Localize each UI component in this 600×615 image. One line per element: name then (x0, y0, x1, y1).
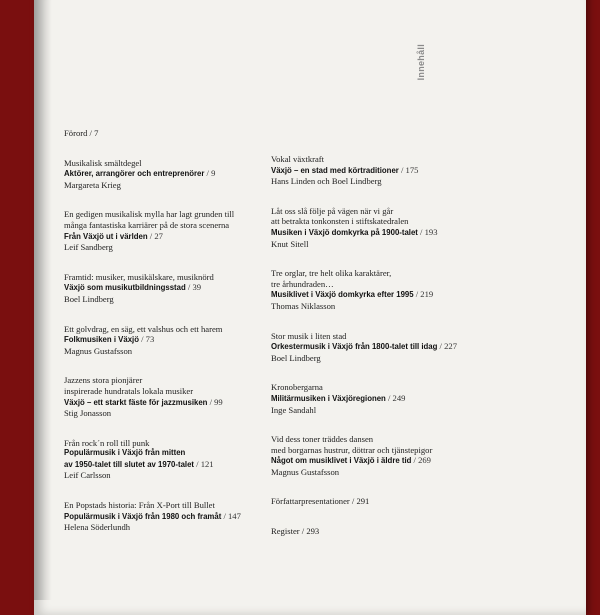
toc-entry-author: Magnus Gustafsson (271, 466, 340, 477)
toc-chapter-title-text: Orkestermusik i Växjö från 1800-talet till idag (271, 342, 438, 352)
toc-title-text: Register (271, 526, 300, 537)
toc-entry-heading-line: Kronobergarna (271, 382, 323, 393)
toc-chapter-title-text: Populärmusik i Växjö från 1980 och framåt (64, 511, 222, 521)
toc-entry-author: Leif Sandberg (64, 242, 113, 253)
toc-entry-title: Register / 293 (271, 526, 320, 537)
toc-entry-heading-line: Tre orglar, tre helt olika karaktärer, (271, 268, 392, 279)
toc-chapter-title-text: av 1950-talet till slutet av 1970-talet (64, 459, 195, 469)
toc-right-column (271, 154, 501, 556)
toc-entry-heading-line: Vid dess toner träddes dansen (271, 434, 374, 445)
toc-entry (271, 496, 501, 507)
toc-entry-heading-line: En Popstads historia: Från X-Port till Bullet (64, 500, 215, 511)
toc-entry-chapter-title: Från Växjö ut i världen / 27 (64, 230, 163, 241)
toc-entry-author: Knut Sitell (271, 238, 309, 249)
toc-entry-author: Thomas Niklasson (271, 300, 336, 311)
toc-entry-chapter-title: Aktörer, arrangörer och entreprenörer / 9 (64, 168, 216, 179)
toc-entry-author: Stig Jonasson (64, 408, 112, 419)
toc-page-number: 175 (405, 164, 419, 175)
toc-entry-author: Margareta Krieg (64, 179, 121, 190)
toc-page-number: 27 (154, 230, 163, 241)
toc-page-number: 73 (145, 334, 155, 345)
toc-entry (64, 500, 294, 533)
toc-chapter-title-text: Från Växjö ut i världen (64, 231, 148, 241)
toc-entry-chapter-title: av 1950-talet till slutet av 1970-talet / 121 (64, 458, 214, 469)
toc-page-number: 219 (420, 289, 434, 300)
toc-chapter-title-text: Populärmusik i Växjö från mitten (64, 448, 186, 458)
toc-entry-heading-line: inspirerade hundratals lokala musiker (64, 385, 194, 396)
toc-entry-chapter-title (64, 448, 294, 459)
toc-entry-author: Boel Lindberg (271, 352, 321, 363)
toc-chapter-title-text: Militärmusiken i Växjöregionen (271, 393, 386, 403)
toc-page-number: 147 (227, 510, 241, 521)
toc-entry-heading-line: Musikalisk smältdegel (64, 157, 142, 168)
toc-entry-heading-line: Låt oss slå följe på vägen när vi går (271, 205, 394, 216)
toc-entry-author: Inge Sandahl (271, 404, 317, 415)
toc-entry-chapter-title: Växjö – ett starkt fäste för jazzmusiken / 99 (64, 396, 223, 407)
toc-page-number: 269 (418, 455, 431, 466)
toc-entry (271, 526, 501, 537)
toc-chapter-title-text: Folkmusiken i Växjö (64, 335, 139, 345)
toc-entry-author: Helena Söderlundh (64, 522, 131, 533)
section-title-vertical: Innehåll (416, 44, 426, 81)
toc-entry-heading-line: Ett golvdrag, en säg, ett valshus och ett harem (64, 323, 223, 334)
toc-entry-chapter-title: Militärmusiken i Växjöregionen / 249 (271, 392, 406, 403)
toc-chapter-title-text: Växjö som musikutbildningsstad (64, 283, 186, 293)
toc-chapter-title-text: Växjö – ett starkt fäste för jazzmusiken (64, 397, 208, 407)
toc-entry (271, 206, 501, 249)
toc-entry-heading-line: Stor musik i liten stad (271, 330, 347, 341)
toc-entry-chapter-title: Populärmusik i Växjö från 1980 och framåt / 147 (64, 510, 241, 521)
toc-page-number: 9 (211, 168, 216, 179)
toc-entry-chapter-title: Musiken i Växjö domkyrka på 1900-talet / 193 (271, 226, 438, 237)
toc-entry-chapter-title: Folkmusiken i Växjö / 73 (64, 334, 155, 345)
toc-entry-author: Magnus Gustafsson (64, 345, 133, 356)
toc-entry-chapter-title: Musiklivet i Växjö domkyrka efter 1995 / 219 (271, 289, 434, 300)
toc-entry-heading-line: tre århundraden… (271, 278, 334, 289)
toc-entry-heading-line: att betrakta tonkonsten i stiftskatedralen (271, 216, 409, 227)
toc-page-number: 121 (200, 458, 214, 469)
toc-page-number: 39 (192, 282, 202, 293)
toc-entry-chapter-title: Växjö som musikutbildningsstad / 39 (64, 282, 202, 293)
toc-entry-heading-line: med borgarnas hustrur, döttrar och tjänstepigor (271, 444, 433, 455)
toc-title-text: Författarpresentationer (271, 496, 350, 507)
toc-entry (64, 209, 294, 252)
toc-entry-chapter-title: Något om musiklivet i Växjö i äldre tid / 269 (271, 455, 431, 466)
toc-page-number: 7 (94, 128, 99, 138)
toc-entry (64, 128, 294, 139)
toc-entry-author: Boel Lindberg (64, 293, 114, 304)
book-spine-shadow (34, 0, 52, 600)
toc-page-number: 99 (214, 396, 223, 407)
toc-entry-chapter-title: Orkestermusik i Växjö från 1800-talet till idag / 227 (271, 341, 457, 352)
toc-entry (271, 331, 501, 364)
toc-entry-author: Hans Linden och Boel Lindberg (271, 176, 382, 187)
toc-page-number: 293 (306, 526, 320, 537)
toc-chapter-title-text: Musiken i Växjö domkyrka på 1900-talet (271, 227, 418, 237)
toc-title-text: Förord (64, 128, 88, 138)
toc-entry-heading-line: En gedigen musikalisk mylla har lagt grunden till (64, 209, 235, 220)
toc-left-column (64, 128, 294, 552)
toc-entry-author: Leif Carlsson (64, 470, 111, 481)
toc-page-number: 193 (424, 226, 438, 237)
toc-entry (64, 272, 294, 305)
toc-entry-heading-line: Vokal växtkraft (271, 154, 325, 164)
toc-entry-title: Förord / 7 (64, 128, 99, 138)
toc-page-number: 291 (356, 496, 370, 507)
toc-entry-heading-line: Jazzens stora pionjärer (64, 375, 143, 386)
toc-chapter-title-text: Aktörer, arrangörer och entreprenörer (64, 169, 205, 179)
toc-entry (64, 324, 294, 357)
toc-entry (271, 434, 501, 477)
toc-chapter-title-text: Musiklivet i Växjö domkyrka efter 1995 (271, 290, 414, 300)
toc-chapter-title-text: Växjö – en stad med körtraditioner (271, 165, 399, 175)
toc-entry-heading-line: många fantastiska karriärer på de stora scenerna (64, 219, 230, 230)
toc-entry (64, 158, 294, 191)
toc-chapter-title-text: Något om musiklivet i Växjö i äldre tid (271, 456, 412, 466)
toc-entry (64, 438, 294, 481)
toc-entry (271, 268, 501, 311)
toc-entry-heading-line: Framtid: musiker, musikälskare, musiknörd (64, 271, 214, 282)
toc-entry (271, 382, 501, 415)
toc-entry-heading-line: Från rock´n roll till punk (64, 437, 150, 448)
toc-entry-title: Författarpresentationer / 291 (271, 496, 370, 507)
toc-entry (271, 154, 501, 187)
toc-entry (64, 375, 294, 418)
toc-entry-chapter-title: Växjö – en stad med körtraditioner / 175 (271, 164, 419, 175)
toc-page-number: 227 (444, 341, 457, 352)
toc-page-number: 249 (392, 392, 406, 403)
